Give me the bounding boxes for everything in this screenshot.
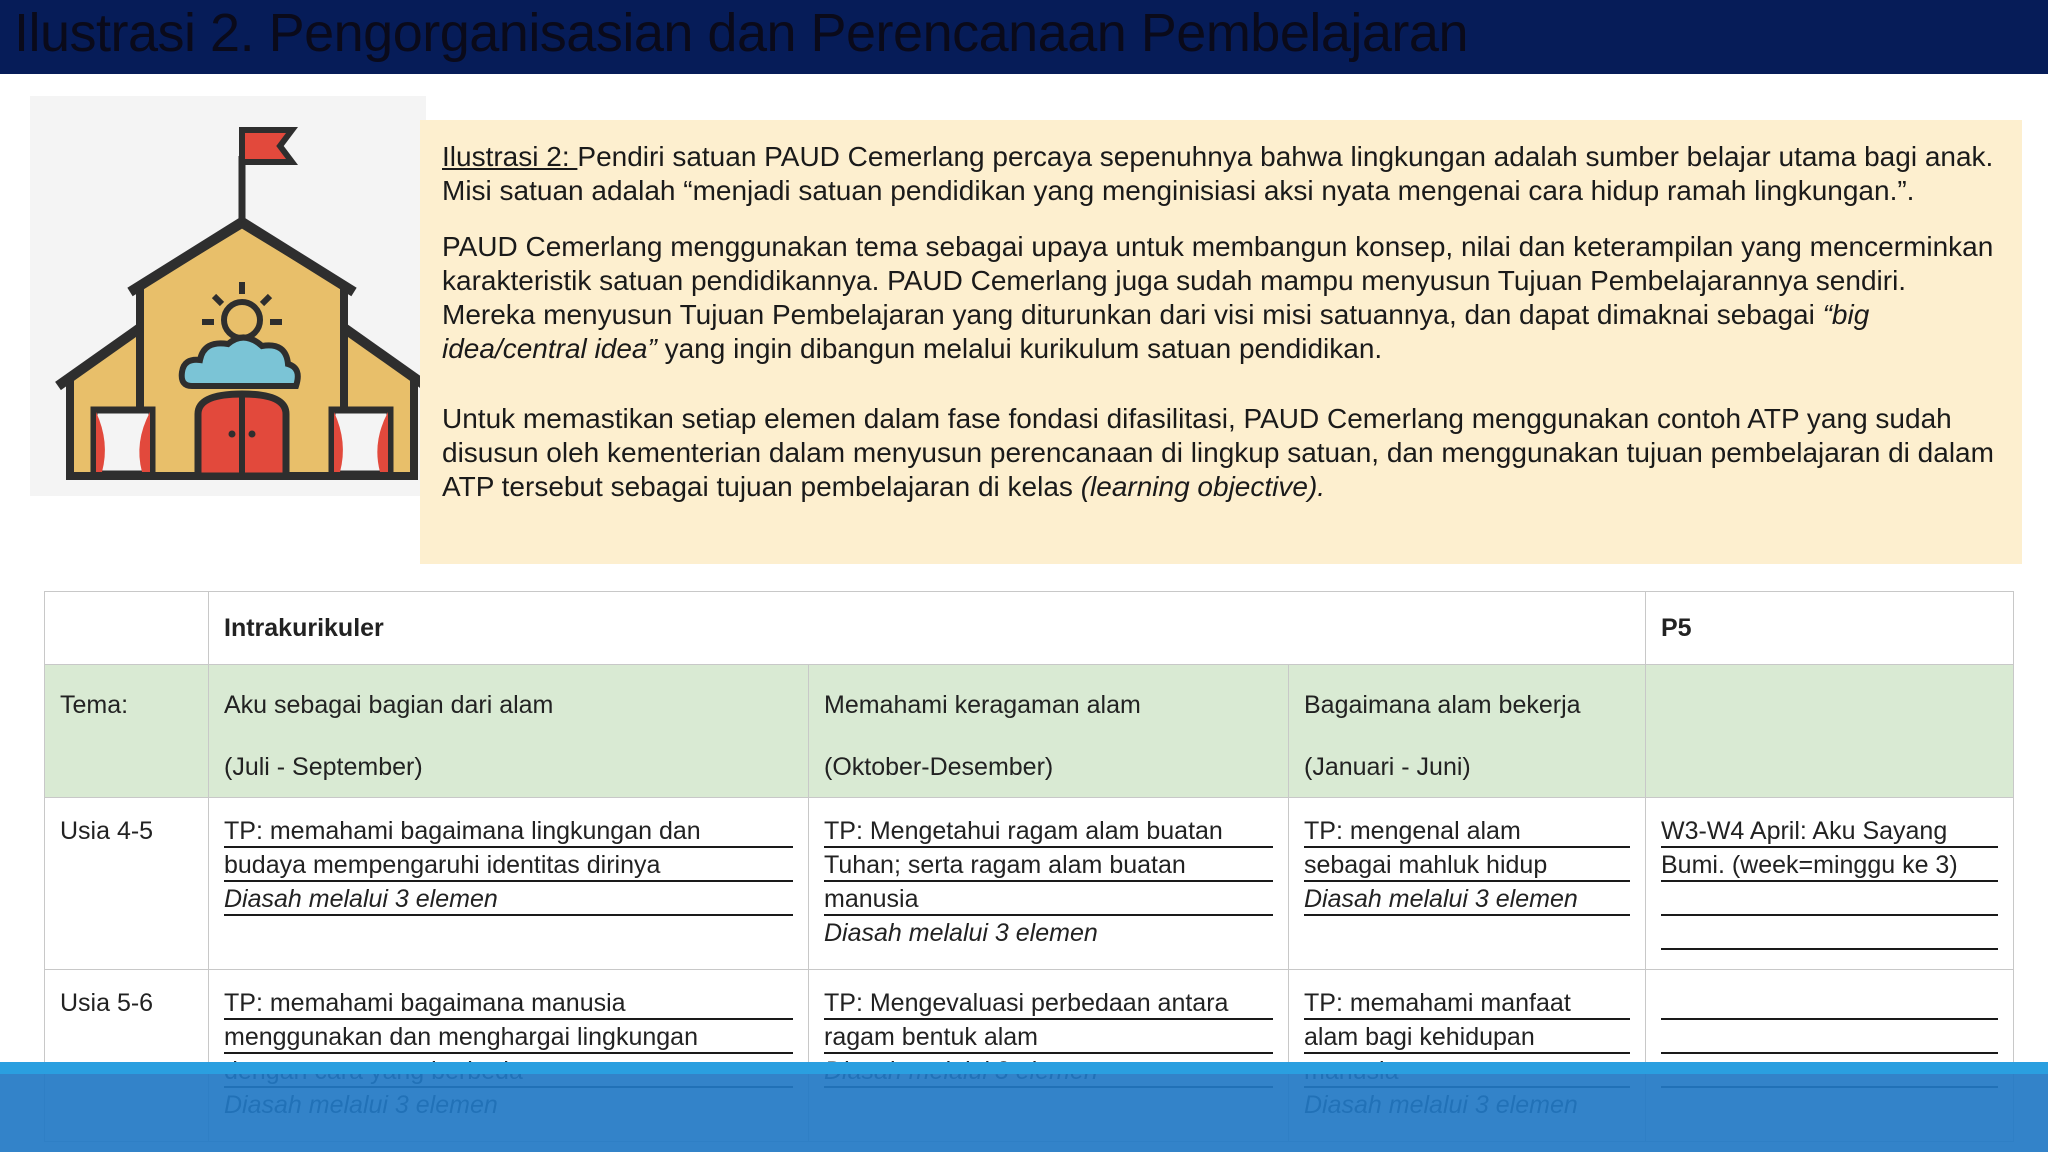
usia-56-tema-1: TP: memahami bagaimana manusia menggunakan dan menghargai lingkungan bbox=[209, 970, 809, 1142]
usia-45-label: Usia 4-5 bbox=[45, 798, 209, 970]
description-paragraph-3 bbox=[442, 402, 2000, 504]
description-p1-text: Pendiri satuan PAUD Cemerlang percaya sepenuhnya bahwa lingkungan adalah sumber belajar utama bagi anak. Misi satuan adalah “menjadi satuan pendidikan yang menginisiasi aksi nyata mengenai cara hidup ramah lingkungan.”. bbox=[442, 141, 1994, 206]
description-p2-before: PAUD Cemerlang menggunakan tema sebagai upaya untuk membangun konsep, nilai dan keterampilan yang mencerminkan karakteristik satuan pendidikannya. PAUD Cemerlang juga sudah mampu menyusun Tujuan Pembelajarannya sendiri. Mereka menyusun Tujuan Pembelajaran yang diturunkan dari visi misi satuannya, dan dapat dimaknai sebagai bbox=[442, 231, 1994, 330]
description-box bbox=[420, 120, 2022, 564]
tema-2 bbox=[809, 665, 1289, 798]
header-p5: P5 bbox=[1646, 592, 2014, 665]
illustration-label: Ilustrasi 2: bbox=[442, 141, 578, 172]
school-house-icon bbox=[30, 96, 426, 496]
usia-45-tema-3: TP: mengenal alam sebagai mahluk hidup Diasah melalui 3 elemen bbox=[1289, 798, 1646, 970]
tema-1 bbox=[209, 665, 809, 798]
tema-p5 bbox=[1646, 665, 2014, 798]
title-bar bbox=[0, 0, 2048, 74]
usia-56-tema-3: TP: memahami manfaat alam bagi kehidupan bbox=[1289, 970, 1646, 1142]
slide-title: Ilustrasi 2. Pengorganisasian dan Perencanaan Pembelajaran bbox=[14, 3, 1468, 63]
bottom-band bbox=[0, 1062, 2048, 1152]
usia-56-tema-2: TP: Mengevaluasi perbedaan antara ragam bentuk alam bbox=[809, 970, 1289, 1142]
tema-3-period: (Januari - Juni) bbox=[1304, 753, 1471, 781]
tema-1-name: Aku sebagai bagian dari alam bbox=[224, 691, 554, 719]
usia-45-tema-1: TP: memahami bagaimana lingkungan dan budaya mempengaruhi identitas dirinya Diasah melalui 3 elemen bbox=[209, 798, 809, 970]
description-paragraph-2 bbox=[442, 230, 2000, 366]
header-empty-cell bbox=[45, 592, 209, 665]
usia-45-tema-2: TP: Mengetahui ragam alam buatan Tuhan; serta ragam alam buatan manusia Diasah melalui 3 elemen bbox=[809, 798, 1289, 970]
table-header-row bbox=[45, 592, 2014, 665]
usia-56-label: Usia 5-6 bbox=[45, 970, 209, 1142]
description-p2-after: yang ingin dibangun melalui kurikulum satuan pendidikan. bbox=[656, 333, 1383, 364]
tema-label: Tema: bbox=[45, 665, 209, 798]
tema-row bbox=[45, 665, 2014, 798]
usia-45-p5: W3-W4 April: Aku Sayang Bumi. (week=minggu ke 3) bbox=[1646, 798, 2014, 970]
description-p2-italic: “big idea/central idea” bbox=[442, 299, 1870, 364]
header-intrakurikuler: Intrakurikuler bbox=[209, 592, 1646, 665]
tema-1-period: (Juli - September) bbox=[224, 753, 423, 781]
description-p3-before: Untuk memastikan setiap elemen dalam fase fondasi difasilitasi, PAUD Cemerlang menggunakan contoh ATP yang sudah disusun oleh kementerian dalam menyusun perencanaan di lingkup satuan, dan menggunakan tujuan pembelajaran di dalam ATP tersebut sebagai tujuan pembelajaran di kelas bbox=[442, 403, 1994, 502]
tema-3-name: Bagaimana alam bekerja bbox=[1304, 691, 1581, 719]
description-p3-italic: (learning objective). bbox=[1080, 471, 1326, 502]
table-row bbox=[45, 798, 2014, 970]
tema-2-name: Memahami keragaman alam bbox=[824, 691, 1141, 719]
description-paragraph-1 bbox=[442, 140, 2000, 208]
tema-2-period: (Oktober-Desember) bbox=[824, 753, 1054, 781]
tema-3 bbox=[1289, 665, 1646, 798]
bottom-band-accent bbox=[0, 1062, 2048, 1074]
curriculum-table bbox=[44, 591, 2014, 1142]
